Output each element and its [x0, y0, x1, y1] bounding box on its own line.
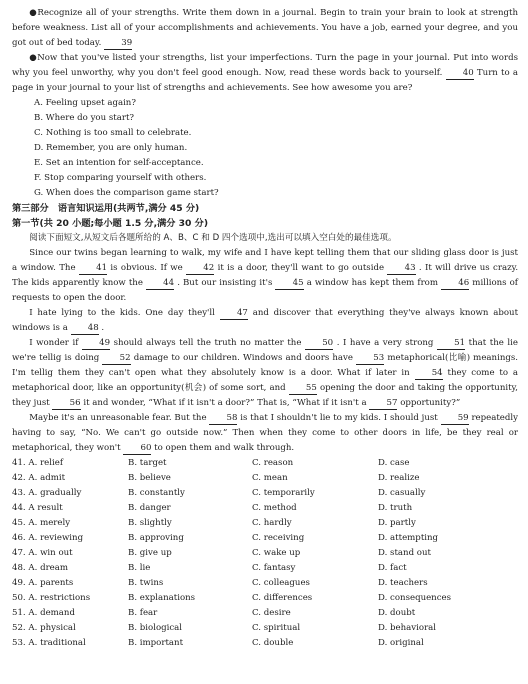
- choice-c[interactable]: C. spiritual: [252, 623, 301, 633]
- question-row: [12, 456, 518, 471]
- blank-57: 57: [369, 398, 397, 410]
- blank-52: 52: [102, 353, 130, 365]
- cloze-text: millions of requests to open the door.: [12, 278, 518, 303]
- choice-a[interactable]: 50. A. restrictions: [12, 593, 91, 603]
- question-row: [12, 621, 518, 636]
- choice-d[interactable]: D. teachers: [378, 578, 428, 588]
- question-list: [12, 456, 518, 651]
- blank-55: 55: [289, 383, 317, 395]
- reading-paragraph-1: ●Recognize all of your strengths. Write them down in a journal. Begin to train your brain to look at strength before weakness. List all of your accomplishments and achievements. You have a job, earned your degree, and you got out of bed today. 39: [12, 8, 518, 48]
- choice-a[interactable]: 47. A. win out: [12, 548, 73, 558]
- choice-c[interactable]: C. hardly: [252, 518, 292, 528]
- cloze-paragraph-3: [12, 336, 518, 411]
- choice-d[interactable]: D. original: [378, 638, 424, 648]
- cloze-text: opening the door and taking the opportunity, they just: [12, 383, 519, 408]
- choice-b[interactable]: B. important: [128, 638, 184, 648]
- choice-b[interactable]: B. fear: [128, 608, 158, 618]
- choice-c[interactable]: C. wake up: [252, 548, 301, 558]
- choice-c[interactable]: C. reason: [252, 458, 294, 468]
- cloze-paragraph-1: [12, 246, 518, 306]
- option-d: D. Remember, you are only human.: [34, 143, 188, 153]
- blank-42: 42: [186, 263, 214, 275]
- option-a: A. Feeling upset again?: [34, 98, 136, 108]
- blank-53: 53: [356, 353, 384, 365]
- cloze-text: .: [101, 323, 105, 333]
- cloze-text: . I have a very strong: [336, 338, 434, 348]
- choice-b[interactable]: B. lie: [128, 563, 151, 573]
- blank-58: 58: [209, 413, 237, 425]
- choice-c[interactable]: C. method: [252, 503, 297, 513]
- blank-60: 60: [123, 443, 151, 455]
- choice-b[interactable]: B. slightly: [128, 518, 172, 528]
- reading-options: [12, 96, 518, 201]
- blank-51: 51: [437, 338, 465, 350]
- blank-59: 59: [441, 413, 469, 425]
- choice-b[interactable]: B. twins: [128, 578, 164, 588]
- cloze-text: that the lie we're tellig is doing: [12, 338, 519, 363]
- choice-b[interactable]: B. believe: [128, 473, 171, 483]
- choice-d[interactable]: D. consequences: [378, 593, 452, 603]
- cloze-text: is that I shouldn't lie to my kids. I should just: [240, 413, 438, 423]
- choice-b[interactable]: B. approving: [128, 533, 184, 543]
- question-row: [12, 531, 518, 546]
- cloze-text: I hate lying to the kids. One day they'll: [29, 308, 215, 318]
- blank-49: 49: [82, 338, 110, 350]
- choice-a[interactable]: 51. A. demand: [12, 608, 75, 618]
- choice-d[interactable]: D. partly: [378, 518, 416, 528]
- option-c: C. Nothing is too small to celebrate.: [34, 128, 192, 138]
- cloze-paragraph-4: [12, 411, 518, 456]
- cloze-text: is obvious. If we: [110, 263, 183, 273]
- choice-c[interactable]: C. receiving: [252, 533, 305, 543]
- cloze-text: should always tell the truth no matter the: [113, 338, 302, 348]
- choice-a[interactable]: 44. A result: [12, 503, 63, 513]
- cloze-text: to open them and walk through.: [154, 443, 295, 453]
- question-row: [12, 546, 518, 561]
- choice-a[interactable]: 41. A. relief: [12, 458, 64, 468]
- question-row: [12, 561, 518, 576]
- choice-d[interactable]: D. realize: [378, 473, 420, 483]
- reading-section: [12, 6, 518, 651]
- option-f: F. Stop comparing yourself with others.: [34, 173, 207, 183]
- question-row: [12, 501, 518, 516]
- cloze-text: they come to a metaphorical door, like an opportunity(机会) of some sort, and: [12, 368, 518, 393]
- blank-40: 40: [446, 68, 474, 80]
- cloze-text: a window has kept them from: [306, 278, 439, 288]
- question-row: [12, 471, 518, 486]
- cloze-text: Since our twins began learning to walk, my wife and I have kept telling them that our sliding glass door is just a window. The: [12, 248, 518, 273]
- choice-c[interactable]: C. temporarily: [252, 488, 315, 498]
- choice-b[interactable]: B. biological: [128, 623, 183, 633]
- question-row: [12, 576, 518, 591]
- choice-b[interactable]: B. constantly: [128, 488, 185, 498]
- choice-d[interactable]: D. fact: [378, 563, 407, 573]
- blank-56: 56: [52, 398, 80, 410]
- choice-b[interactable]: B. explanations: [128, 593, 196, 603]
- option-b: B. Where do you start?: [34, 113, 135, 123]
- choice-d[interactable]: D. casually: [378, 488, 426, 498]
- choice-c[interactable]: C. double: [252, 638, 294, 648]
- choice-a[interactable]: 43. A. gradually: [12, 488, 82, 498]
- cloze-text: Maybe it's an unreasonable fear. But the: [29, 413, 207, 423]
- cloze-paragraph-2: [12, 306, 518, 336]
- cloze-text: damage to our children. Windows and doors have: [133, 353, 353, 363]
- choice-c[interactable]: C. colleagues: [252, 578, 310, 588]
- cloze-text: . It will drive us crazy. The kids apparently know the: [12, 263, 519, 288]
- choice-d[interactable]: D. doubt: [378, 608, 416, 618]
- option-e: E. Set an intention for self-acceptance.: [34, 158, 204, 168]
- question-row: [12, 516, 518, 531]
- blank-54: 54: [415, 368, 443, 380]
- blank-46: 46: [441, 278, 469, 290]
- choice-d[interactable]: D. attempting: [378, 533, 439, 543]
- choice-c[interactable]: C. desire: [252, 608, 291, 618]
- blank-44: 44: [146, 278, 174, 290]
- question-row: [12, 591, 518, 606]
- cloze-text: I wonder if: [29, 338, 79, 348]
- choice-a[interactable]: 45. A. merely: [12, 518, 71, 528]
- choice-a[interactable]: 42. A. admit: [12, 473, 66, 483]
- blank-41: 41: [79, 263, 107, 275]
- reading-paragraph-2: ●Now that you've listed your strengths, list your imperfections. Turn the page in your journal. Put into words why you feel unworthy, why you don't feel good enough. Now, read these words back to yourself. 40 Turn to a page in your journal to your list of strengths and achievements. See how awesome you are?: [12, 53, 519, 93]
- choice-a[interactable]: 46. A. reviewing: [12, 533, 84, 543]
- blank-39: 39: [104, 38, 132, 50]
- part3-title: 第三部分 语言知识运用(共两节,满分 45 分): [12, 203, 200, 214]
- question-row: [12, 606, 518, 621]
- choice-c[interactable]: C. differences: [252, 593, 313, 603]
- question-row: [12, 636, 518, 651]
- blank-50: 50: [305, 338, 333, 350]
- question-row: [12, 486, 518, 501]
- choice-d[interactable]: D. behavioral: [378, 623, 437, 633]
- choice-d[interactable]: D. truth: [378, 503, 413, 513]
- choice-b[interactable]: B. target: [128, 458, 167, 468]
- blank-48: 48: [71, 323, 99, 335]
- choice-a[interactable]: 52. A. physical: [12, 623, 76, 633]
- option-g: G. When does the comparison game start?: [34, 188, 219, 198]
- choice-b[interactable]: B. danger: [128, 503, 171, 513]
- choice-c[interactable]: C. mean: [252, 473, 288, 483]
- choice-c[interactable]: C. fantasy: [252, 563, 296, 573]
- cloze-text: . But our insisting it's: [177, 278, 273, 288]
- cloze-text: opportunity?”: [400, 398, 461, 408]
- cloze-text: it and wonder, “What if it isn't a door?” That is, “What if it isn't a: [83, 398, 367, 408]
- choice-b[interactable]: B. give up: [128, 548, 172, 558]
- cloze-text: metaphorical(比喻) meanings. I'm tellig them they can't open what they absolutely know is a door. What if later in: [12, 353, 519, 378]
- cloze-instruction: 阅读下面短文,从短文后各题所给的 A、B、C 和 D 四个选项中,选出可以填入空白处的最佳选项。: [29, 233, 397, 243]
- blank-43: 43: [387, 263, 415, 275]
- blank-47: 47: [220, 308, 248, 320]
- choice-d[interactable]: D. stand out: [378, 548, 431, 558]
- choice-a[interactable]: 49. A. parents: [12, 578, 74, 588]
- section1-title: 第一节(共 20 小题;每小题 1.5 分,满分 30 分): [12, 218, 209, 229]
- choice-a[interactable]: 53. A. traditional: [12, 638, 86, 648]
- choice-d[interactable]: D. case: [378, 458, 410, 468]
- blank-45: 45: [275, 278, 303, 290]
- cloze-text: repeatedly having to say, “No. We can't go outside now.” Then when they come to other doors in life, be they real or metaphorical, they won't: [12, 413, 519, 453]
- choice-a[interactable]: 48. A. dream: [12, 563, 69, 573]
- cloze-text: and discover that everything they've always known about windows is a: [12, 308, 519, 333]
- cloze-text: it is a door, they'll want to go outside: [217, 263, 385, 273]
